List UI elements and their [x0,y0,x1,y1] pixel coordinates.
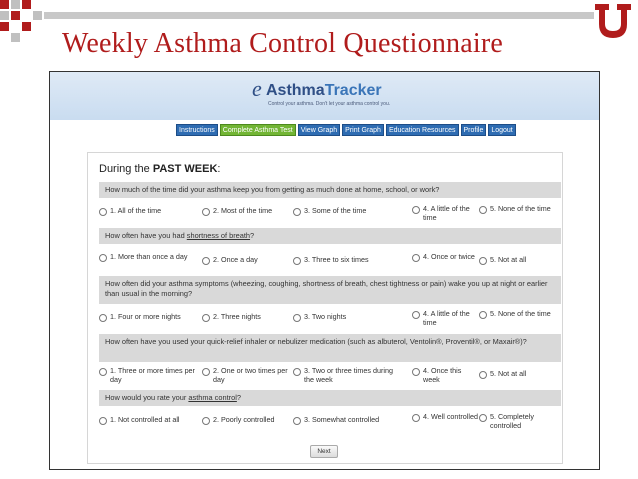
option-label: 2. Once a day [213,255,258,264]
slide-title: Weekly Asthma Control Questionnaire [62,28,503,59]
option[interactable] [412,367,478,384]
option[interactable] [202,207,292,216]
radio-button[interactable] [293,208,301,216]
radio-button[interactable] [412,206,420,214]
logo-word-tracker: Tracker [324,82,382,99]
radio-button[interactable] [479,311,487,319]
option-label: 1. Four or more nights [110,312,181,321]
option[interactable] [412,253,478,262]
radio-button[interactable] [99,368,107,376]
radio-button[interactable] [412,414,420,422]
option-label: 5. None of the time [490,309,551,318]
nav-profile[interactable]: Profile [461,124,487,136]
nav-logout[interactable]: Logout [488,124,515,136]
question-text: How much of the time did your asthma keep you from getting as much done at home, school, or work? [105,185,440,194]
option[interactable] [293,256,403,265]
app-screenshot [49,71,600,470]
option-label: 1. All of the time [110,206,162,215]
option[interactable] [202,416,292,425]
question-5 [99,390,561,406]
radio-button[interactable] [99,254,107,262]
option-label: 4. Well controlled [423,412,478,421]
option-label: 2. One or two times per day [213,366,288,384]
option[interactable] [479,370,554,379]
option-label: 2. Three nights [213,312,261,321]
nav-bar [176,124,516,136]
option-label: 5. None of the time [490,204,551,213]
option[interactable] [293,207,403,216]
decor-square [11,11,20,20]
logo-tagline: Control your asthma. Don't let your asthma control you. [268,101,391,107]
radio-button[interactable] [293,368,301,376]
question-underlined: asthma control [188,393,237,402]
heading-suffix: : [217,163,221,175]
question-text: How would you rate your [105,393,189,402]
radio-button[interactable] [479,206,487,214]
radio-button[interactable] [99,417,107,425]
question-text: How often did your asthma symptoms (wheezing, coughing, shortness of breath, chest tightness or pain) wake you up at night or earlier than usual in the morning? [105,279,548,298]
radio-button[interactable] [99,208,107,216]
option-label: 3. Somewhat controlled [304,415,380,424]
option-label: 1. Not controlled at all [110,415,180,424]
option[interactable] [99,416,199,425]
radio-button[interactable] [293,417,301,425]
radio-button[interactable] [479,414,487,422]
decor-square [22,22,31,31]
option-label: 5. Not at all [490,255,527,264]
logo-word-asthma: Asthma [266,82,325,99]
decor-square [11,33,20,42]
radio-button[interactable] [202,368,210,376]
option-label: 5. Completely controlled [490,412,534,430]
option-label: 4. Once this week [423,366,462,384]
heading-bold: PAST WEEK [152,163,218,175]
option-label: 4. Once or twice [423,252,475,261]
option[interactable] [412,413,478,422]
option[interactable] [479,413,554,430]
heading-prefix: During the [99,163,153,175]
logo-wordmark [266,82,382,100]
nav-print-graph[interactable]: Print Graph [342,124,384,136]
option[interactable] [202,313,292,322]
question-text: How often have you used your quick-relief inhaler or nebulizer medication (such as albuterol, Ventolin®, Proventil®, or Maxair®)? [105,337,527,346]
option[interactable] [99,313,199,322]
decor-square [33,11,42,20]
decor-square [22,0,31,9]
logo-e: e [252,76,262,101]
option[interactable] [99,367,199,384]
questionnaire-panel [87,152,563,464]
radio-button[interactable] [202,257,210,265]
radio-button[interactable] [293,314,301,322]
decor-square [0,22,9,31]
option-label: 3. Some of the time [304,206,367,215]
radio-button[interactable] [479,371,487,379]
option-label: 3. Two or three times during the week [304,366,393,384]
radio-button[interactable] [479,257,487,265]
nav-instructions[interactable]: Instructions [176,124,218,136]
option-label: 2. Poorly controlled [213,415,275,424]
question-2 [99,228,561,244]
decor-line [44,12,594,19]
option[interactable] [412,205,478,222]
option-label: 2. Most of the time [213,206,273,215]
university-logo [593,2,633,40]
question-1 [99,182,561,198]
option[interactable] [479,205,554,214]
question-suffix: ? [236,393,241,402]
radio-button[interactable] [412,368,420,376]
radio-button[interactable] [293,257,301,265]
option[interactable] [479,256,554,265]
option[interactable] [202,256,292,265]
question-4 [99,334,561,362]
next-button[interactable]: Next [310,445,338,458]
radio-button[interactable] [99,314,107,322]
decor-square [0,0,9,9]
option[interactable] [293,367,403,384]
option[interactable] [412,310,478,327]
nav-complete-asthma-test[interactable]: Complete Asthma Test [220,124,296,136]
nav-view-graph[interactable]: View Graph [298,124,340,136]
nav-education-resources[interactable]: Education Resources [386,124,459,136]
easthmatracker-logo[interactable] [252,78,402,112]
radio-button[interactable] [202,208,210,216]
option-label: 1. Three or more times per day [110,366,195,384]
option[interactable] [99,253,199,262]
option[interactable] [202,367,292,384]
question-text: How often have you had [105,231,187,240]
radio-button[interactable] [202,417,210,425]
option-label: 4. A little of the time [423,204,470,222]
option-label: 5. Not at all [490,369,527,378]
option-label: 1. More than once a day [110,252,188,261]
app-header [50,72,599,120]
decor-square [11,0,20,9]
question-suffix: ? [250,231,255,240]
form-heading [99,163,220,175]
question-underlined: shortness of breath [186,231,251,240]
option-label: 4. A little of the time [423,309,470,327]
option[interactable] [293,416,403,425]
radio-button[interactable] [202,314,210,322]
option[interactable] [479,310,554,319]
option-label: 3. Two nights [304,312,347,321]
option-label: 3. Three to six times [304,255,369,264]
radio-button[interactable] [412,254,420,262]
option[interactable] [293,313,403,322]
question-3 [99,276,561,304]
option[interactable] [99,207,199,216]
decor-square [0,11,9,20]
radio-button[interactable] [412,311,420,319]
